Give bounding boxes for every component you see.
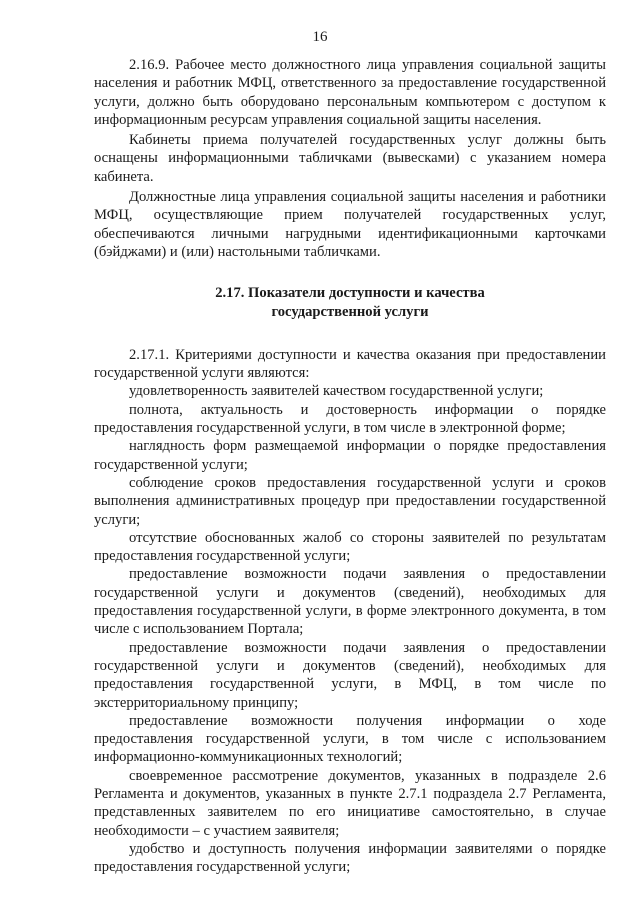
page-number: 16 <box>312 29 328 45</box>
list-item: соблюдение сроков предоставления государственной услуги и сроков выполнения административных процедур при предоставлении государственной услуги; <box>94 474 606 528</box>
list-item: предоставление возможности подачи заявления о предоставлении государственной услуги и документов (сведений), необходимых для предоставления государственной услуги, в МФЦ, в том числе по экстерриториальному принципу; <box>94 639 606 711</box>
paragraph-cabinets: Кабинеты приема получателей государственных услуг должны быть оснащены информационными табличками (вывесками) с указанием номера кабинета. <box>94 132 606 185</box>
paragraph-officials: Должностные лица управления социальной защиты населения и работники МФЦ, осуществляющие прием получателей государственных услуг, обеспечиваются личными нагрудными идентификационными карточками (бэйджами) и (или) настольными табличками. <box>94 189 606 260</box>
list-item: полнота, актуальность и достоверность информации о порядке предоставления государственной услуги, в том числе в электронной форме; <box>94 401 606 437</box>
section-heading-line-2: государственной услуги <box>271 303 429 320</box>
paragraph-2-17-1: 2.17.1. Критериями доступности и качества оказания при предоставлении государственной услуги являются: <box>94 346 606 382</box>
list-item: предоставление возможности получения информации о ходе предоставления государственной услуги, в том числе с использованием информационно-коммуникационных технологий; <box>94 712 606 766</box>
list-item: наглядность форм размещаемой информации о порядке предоставления государственной услуги; <box>94 438 606 473</box>
list-item: предоставление возможности подачи заявления о предоставлении государственной услуги и документов (сведений), необходимых для предоставления государственной услуги, в форме электронного документа, в том числе с использованием Портала; <box>94 566 606 638</box>
list-item: удовлетворенность заявителей качеством государственной услуги; <box>129 383 544 400</box>
list-item: своевременное рассмотрение документов, указанных в подразделе 2.6 Регламента и документов, указанных в пункте 2.7.1 подраздела 2.7 Регламента, представленных заявителем по его инициативе самостоятельно, в случае необходимости – с участием заявителя; <box>94 767 606 839</box>
document-body <box>94 56 606 876</box>
list-item: удобство и доступность получения информации заявителями о порядке предоставления государственной услуги; <box>94 840 606 876</box>
list-item: отсутствие обоснованных жалоб со стороны заявителей по результатам предоставления государственной услуги; <box>94 529 606 565</box>
paragraph-2-16-9: 2.16.9. Рабочее место должностного лица управления социальной защиты населения и работник МФЦ, ответственного за предоставление государственной услуги, должно быть оборудовано персональным компьютером с доступом к информационным ресурсам управления социальной защиты населения. <box>94 57 606 128</box>
section-heading-block <box>94 284 606 321</box>
section-heading-line-1: 2.17. Показатели доступности и качества <box>215 285 485 302</box>
